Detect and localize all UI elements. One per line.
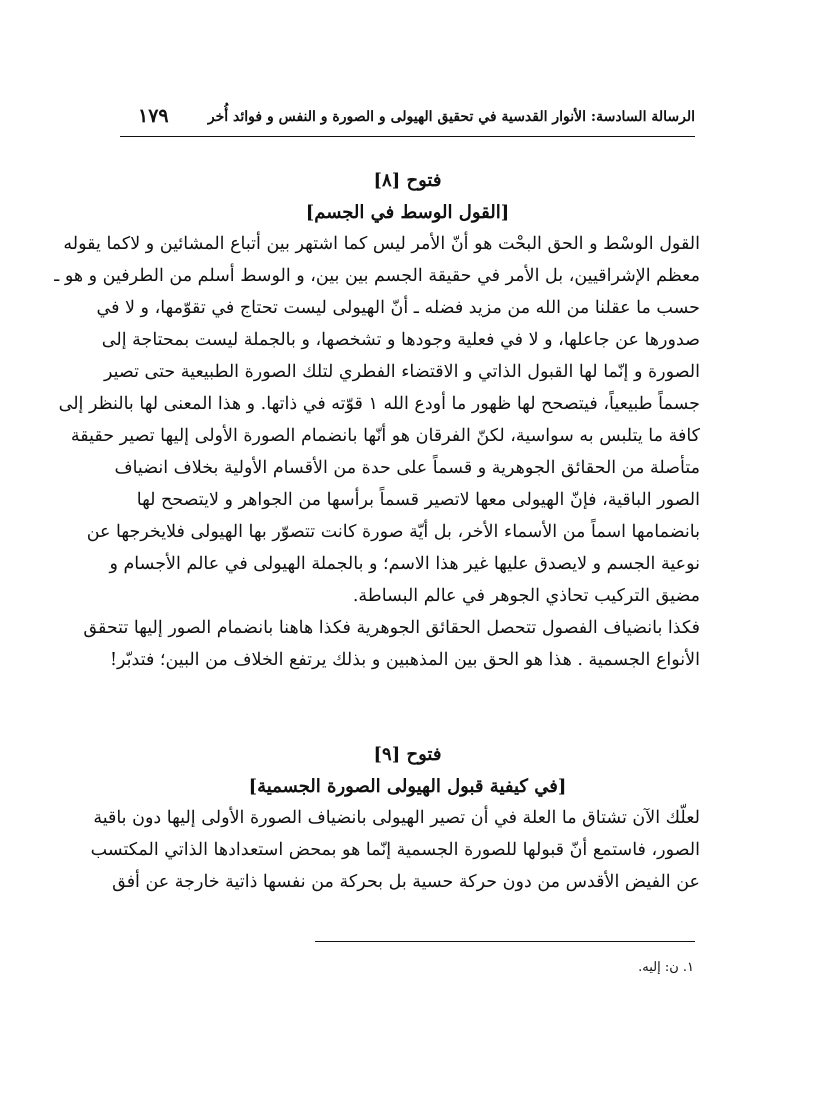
page-number: ١٧٩ [138, 105, 169, 127]
text-line: الأنواع الجسمية . هذا هو الحق بين المذهبين و بذلك يرتفع الخلاف من البين؛ فتدبّر! [109, 650, 700, 670]
text-line: لعلّك الآن تشتاق ما العلة في أن تصير الهيولى بانضياف الصورة الأولى إليها دون باقية [93, 808, 700, 828]
section-title: فتوح [٩] [373, 744, 442, 765]
text-line: عن الفيض الأقدس من دون حركة حسية بل بحركة من نفسها ذاتية خارجة عن أفق [112, 872, 700, 892]
running-title: الرسالة السادسة: الأنوار القدسية في تحقيق الهيولى و الصورة و النفس و فوائد أُخر [207, 109, 695, 125]
text-line: الصورة و إنّما لها القبول الذاتي و الاقتضاء الفطري لتلك الصورة الطبيعية حتى تصير [104, 362, 700, 382]
text-line: متأصلة من الحقائق الجوهرية و قسماً على حدة من الأقسام الأولية بخلاف انضياف [114, 458, 700, 478]
text-line: بانضمامها اسماً من الأسماء الأخر، بل أيّة صورة كانت تتصوّر بها الهيولى فلايخرجها عن [86, 522, 700, 542]
text-line: كافة ما يتلبس به سواسية، لكنّ الفرقان هو أنّها بانضمام الصورة الأولى إليها تصير حقيقة [70, 426, 700, 446]
page-header [120, 105, 695, 135]
text-line: القول الوسْط و الحق البحْت هو أنّ الأمر ليس كما اشتهر بين أتباع المشائين و لاكما يقوله [63, 234, 700, 254]
text-line: نوعية الجسم و لايصدق عليها غير هذا الاسم؛ و بالجملة الهيولى في عالم الأجسام و [109, 554, 700, 574]
footnote: ١. ن: إليه. [638, 960, 694, 975]
text-line: الصور الباقية، فإنّ الهيولى معها لاتصير قسماً برأسها من الجواهر و لايتصحح لها [136, 490, 700, 510]
section-subtitle: [القول الوسط في الجسم] [305, 202, 510, 223]
text-line: معظم الإشراقيين، بل الأمر في حقيقة الجسم بين بين، و الوسط أسلم من الطرفين و هو ـ [54, 266, 700, 286]
footnote-rule [315, 941, 695, 942]
text-line: الصور، فاستمع أنّ قبولها للصورة الجسمية إنّما هو بمحض استعدادها الذاتي المكتسب [90, 840, 700, 860]
paragraph [90, 802, 700, 898]
text-line: صدورها عن جاعلها، و لا في فعلية وجودها و تشخصها، و بالجملة ليست بمحتاجة إلى [101, 330, 700, 350]
text-line: حسب ما عقلنا من الله من مزيد فضله ـ أنّ الهيولى ليست تحتاج في تقوّمها، و لا في [96, 298, 700, 318]
header-rule [120, 136, 695, 137]
paragraph [54, 228, 700, 676]
text-line: جسماً طبيعياً، فيتصحح لها ظهور ما أودع الله ١ قوّته في ذاتها. و هذا المعنى لها بالنظر إلى [58, 394, 700, 414]
text-line: فكذا بانضياف الفصول تتحصل الحقائق الجوهرية فكذا هاهنا بانضمام الصور إليها تتحقق [83, 618, 700, 638]
text-line: مضيق التركيب تحاذي الجوهر في عالم البساطة. [352, 586, 700, 606]
section-subtitle: [في كيفية قبول الهيولى الصورة الجسمية] [248, 776, 567, 797]
section-title: فتوح [٨] [373, 170, 442, 191]
